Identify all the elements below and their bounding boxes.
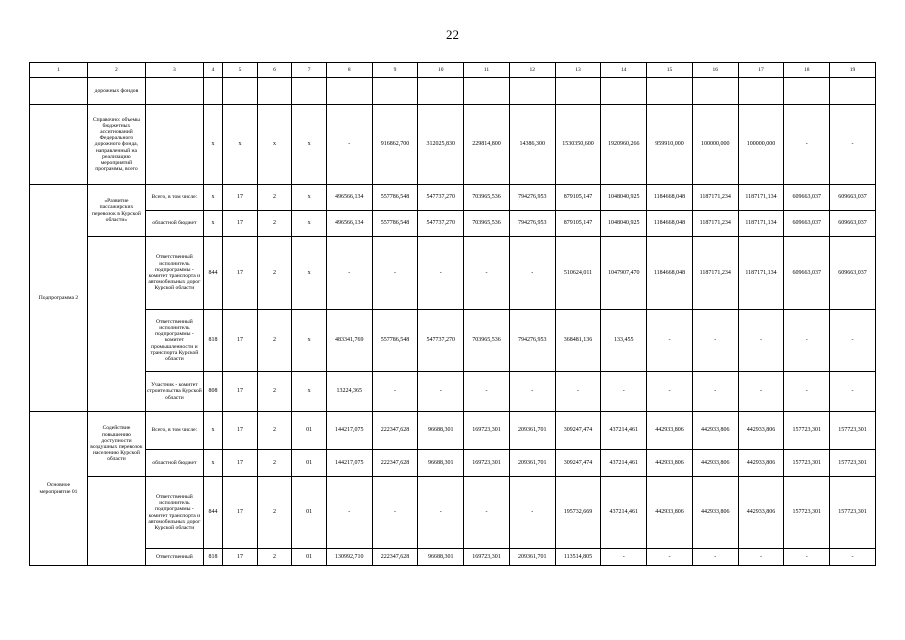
row-label: Ответственный — [145, 549, 203, 566]
column-number: 5 — [223, 63, 258, 78]
column-number: 19 — [830, 63, 876, 78]
table-cell — [30, 78, 88, 105]
value-cell: 157723,301 — [784, 477, 830, 549]
value-cell: 442933,806 — [692, 450, 738, 477]
value-cell: 1187171,134 — [738, 211, 784, 237]
value-cell: 113514,805 — [555, 549, 601, 566]
value-cell: - — [372, 372, 418, 412]
value-cell: - — [418, 372, 464, 412]
value-cell: - — [509, 372, 555, 412]
table-cell — [692, 78, 738, 105]
value-cell: 100000,000 — [692, 105, 738, 185]
value-cell: 222347,628 — [372, 412, 418, 450]
value-cell: x — [203, 211, 222, 237]
value-cell: 14386,300 — [509, 105, 555, 185]
value-cell: 309247,474 — [555, 450, 601, 477]
value-cell: 879105,147 — [555, 185, 601, 211]
column-number: 15 — [647, 63, 693, 78]
value-cell: 609663,037 — [830, 211, 876, 237]
row-label: Подпрограмма 2 — [30, 185, 88, 412]
value-cell: 17 — [223, 477, 258, 549]
budget-table — [29, 62, 876, 566]
table-cell — [223, 78, 258, 105]
column-number: 17 — [738, 63, 784, 78]
table-cell — [601, 78, 647, 105]
column-number: 8 — [326, 63, 372, 78]
row-label: Участник - комитет строительства Курской области — [145, 372, 203, 412]
value-cell: 808 — [203, 372, 222, 412]
value-cell: 557786,548 — [372, 211, 418, 237]
table-cell — [145, 78, 203, 105]
value-cell: 2 — [257, 310, 292, 372]
value-cell: 547737,270 — [418, 211, 464, 237]
table-cell — [326, 78, 372, 105]
value-cell: - — [418, 477, 464, 549]
value-cell: 309247,474 — [555, 412, 601, 450]
table-cell — [464, 78, 510, 105]
value-cell: 17 — [223, 237, 258, 310]
row-label: Ответственный исполнитель подпрограммы - комитет промышленности и транспорта Курской области — [145, 310, 203, 372]
value-cell: 2 — [257, 549, 292, 566]
table-row — [30, 549, 876, 566]
table-cell — [372, 78, 418, 105]
row-label: Справочно: объемы бюджетных ассигнований Федерального дорожного фонда, направленный на реализацию мероприятий программы, всего — [87, 105, 145, 185]
value-cell: 959910,000 — [647, 105, 693, 185]
value-cell: 01 — [292, 477, 327, 549]
value-cell: 557786,548 — [372, 185, 418, 211]
table-cell — [203, 78, 222, 105]
value-cell: 1187171,234 — [692, 237, 738, 310]
value-cell: 312025,830 — [418, 105, 464, 185]
value-cell: 17 — [223, 450, 258, 477]
value-cell: 209361,701 — [509, 412, 555, 450]
value-cell: - — [418, 237, 464, 310]
value-cell: 2 — [257, 450, 292, 477]
value-cell: 557786,548 — [372, 310, 418, 372]
value-cell: - — [738, 549, 784, 566]
column-number: 16 — [692, 63, 738, 78]
table-cell — [647, 78, 693, 105]
row-label: областной бюджет — [145, 450, 203, 477]
column-number: 2 — [87, 63, 145, 78]
row-label: «Развитие пассажирских перевозок в Курской области» — [87, 185, 145, 237]
value-cell: - — [464, 372, 510, 412]
table-row — [30, 310, 876, 372]
value-cell: x — [223, 105, 258, 185]
value-cell: 1184668,048 — [647, 237, 693, 310]
table-cell — [738, 78, 784, 105]
page-number: 22 — [446, 27, 459, 42]
value-cell: 133,455 — [601, 310, 647, 372]
value-cell: 209361,701 — [509, 549, 555, 566]
row-label: дорожных фондов — [87, 78, 145, 105]
value-cell: - — [464, 237, 510, 310]
value-cell: 916862,700 — [372, 105, 418, 185]
table-cell — [784, 78, 830, 105]
value-cell: 2 — [257, 412, 292, 450]
value-cell: - — [784, 372, 830, 412]
value-cell: 1530350,600 — [555, 105, 601, 185]
value-cell: 818 — [203, 310, 222, 372]
value-cell: - — [326, 477, 372, 549]
value-cell: 1920960,266 — [601, 105, 647, 185]
column-number: 6 — [257, 63, 292, 78]
value-cell: - — [647, 372, 693, 412]
value-cell: x — [292, 105, 327, 185]
value-cell: - — [784, 549, 830, 566]
column-number: 18 — [784, 63, 830, 78]
column-number: 9 — [372, 63, 418, 78]
row-label: Ответственный исполнитель подпрограммы - комитет транспорта и автомобильных дорог Курской области — [145, 477, 203, 549]
value-cell: - — [601, 372, 647, 412]
table-cell — [145, 105, 203, 185]
value-cell: 130992,710 — [326, 549, 372, 566]
value-cell: 703965,536 — [464, 211, 510, 237]
value-cell: 157723,301 — [830, 477, 876, 549]
value-cell: 437214,461 — [601, 450, 647, 477]
value-cell: 169723,301 — [464, 549, 510, 566]
value-cell: 442933,806 — [692, 477, 738, 549]
value-cell: 2 — [257, 237, 292, 310]
value-cell: 794276,953 — [509, 310, 555, 372]
value-cell: 144217,075 — [326, 450, 372, 477]
value-cell: 368481,136 — [555, 310, 601, 372]
value-cell: - — [555, 372, 601, 412]
value-cell: - — [647, 310, 693, 372]
value-cell: - — [784, 105, 830, 185]
value-cell: 229814,800 — [464, 105, 510, 185]
column-number: 4 — [203, 63, 222, 78]
value-cell: x — [292, 310, 327, 372]
value-cell: 17 — [223, 412, 258, 450]
table-cell — [87, 477, 145, 566]
column-number: 1 — [30, 63, 88, 78]
value-cell: 1048040,925 — [601, 211, 647, 237]
value-cell: - — [830, 310, 876, 372]
column-number: 11 — [464, 63, 510, 78]
value-cell: - — [509, 477, 555, 549]
value-cell: - — [647, 549, 693, 566]
table-cell — [30, 105, 88, 185]
value-cell: 879105,147 — [555, 211, 601, 237]
value-cell: 2 — [257, 372, 292, 412]
value-cell: 2 — [257, 185, 292, 211]
row-label: Содействие повышению доступности воздушных перевозок населению Курской области — [87, 412, 145, 477]
value-cell: - — [601, 549, 647, 566]
value-cell: - — [464, 477, 510, 549]
row-label: областной бюджет — [145, 211, 203, 237]
value-cell: x — [203, 450, 222, 477]
value-cell: x — [257, 105, 292, 185]
value-cell: - — [372, 477, 418, 549]
value-cell: - — [692, 372, 738, 412]
value-cell: 96688,301 — [418, 549, 464, 566]
value-cell: - — [738, 372, 784, 412]
value-cell: x — [203, 185, 222, 211]
value-cell: 1184668,048 — [647, 185, 693, 211]
value-cell: 1187171,134 — [738, 237, 784, 310]
value-cell: - — [509, 237, 555, 310]
value-cell: 547737,270 — [418, 310, 464, 372]
value-cell: 609663,037 — [784, 185, 830, 211]
value-cell: 609663,037 — [784, 237, 830, 310]
value-cell: - — [326, 237, 372, 310]
value-cell: 442933,806 — [647, 477, 693, 549]
value-cell: 17 — [223, 310, 258, 372]
value-cell: 157723,301 — [830, 412, 876, 450]
column-number: 3 — [145, 63, 203, 78]
value-cell: 169723,301 — [464, 450, 510, 477]
value-cell: 195732,669 — [555, 477, 601, 549]
value-cell: 547737,270 — [418, 185, 464, 211]
value-cell: 17 — [223, 372, 258, 412]
column-number: 10 — [418, 63, 464, 78]
value-cell: - — [326, 105, 372, 185]
value-cell: 2 — [257, 211, 292, 237]
value-cell: 1048040,925 — [601, 185, 647, 211]
value-cell: 157723,301 — [830, 450, 876, 477]
value-cell: - — [738, 310, 784, 372]
value-cell: 13224,365 — [326, 372, 372, 412]
column-number: 14 — [601, 63, 647, 78]
table-row — [30, 78, 876, 105]
value-cell: 609663,037 — [830, 185, 876, 211]
value-cell: - — [784, 310, 830, 372]
value-cell: - — [372, 237, 418, 310]
value-cell: 157723,301 — [784, 450, 830, 477]
column-number: 7 — [292, 63, 327, 78]
value-cell: 01 — [292, 450, 327, 477]
value-cell: 496566,134 — [326, 211, 372, 237]
row-label: Ответственный исполнитель подпрограммы - комитет транспорта и автомобильных дорог Курской области — [145, 237, 203, 310]
value-cell: 1184668,048 — [647, 211, 693, 237]
table-row — [30, 211, 876, 237]
value-cell: 169723,301 — [464, 412, 510, 450]
table-cell — [830, 78, 876, 105]
value-cell: x — [292, 372, 327, 412]
table-row — [30, 237, 876, 310]
value-cell: 844 — [203, 477, 222, 549]
value-cell: 222347,628 — [372, 549, 418, 566]
value-cell: 1187171,134 — [738, 185, 784, 211]
value-cell: 703965,536 — [464, 310, 510, 372]
value-cell: 442933,806 — [738, 412, 784, 450]
value-cell: 483341,769 — [326, 310, 372, 372]
value-cell: 437214,461 — [601, 412, 647, 450]
value-cell: 17 — [223, 549, 258, 566]
value-cell: - — [692, 310, 738, 372]
value-cell: x — [292, 185, 327, 211]
value-cell: 703965,536 — [464, 185, 510, 211]
column-number-row — [30, 63, 876, 78]
value-cell: 442933,806 — [738, 477, 784, 549]
value-cell: 2 — [257, 477, 292, 549]
row-label: Всего, в том числе: — [145, 412, 203, 450]
value-cell: x — [203, 412, 222, 450]
value-cell: 144217,075 — [326, 412, 372, 450]
table-cell — [257, 78, 292, 105]
table-row — [30, 372, 876, 412]
value-cell: 01 — [292, 412, 327, 450]
value-cell: 157723,301 — [784, 412, 830, 450]
value-cell: 437214,461 — [601, 477, 647, 549]
value-cell: 1047907,470 — [601, 237, 647, 310]
value-cell: 818 — [203, 549, 222, 566]
value-cell: - — [830, 549, 876, 566]
row-label: Основное мероприятие 01 — [30, 412, 88, 566]
value-cell: 17 — [223, 211, 258, 237]
value-cell: 17 — [223, 185, 258, 211]
value-cell: 01 — [292, 549, 327, 566]
column-number: 12 — [509, 63, 555, 78]
value-cell: 222347,628 — [372, 450, 418, 477]
table-row — [30, 412, 876, 450]
value-cell: 442933,806 — [647, 412, 693, 450]
value-cell: 609663,037 — [784, 211, 830, 237]
table-row — [30, 450, 876, 477]
table-cell — [292, 78, 327, 105]
value-cell: x — [292, 211, 327, 237]
value-cell: 442933,806 — [738, 450, 784, 477]
value-cell: 442933,806 — [692, 412, 738, 450]
value-cell: 1187171,234 — [692, 185, 738, 211]
column-number: 13 — [555, 63, 601, 78]
table-cell — [509, 78, 555, 105]
value-cell: 96688,301 — [418, 412, 464, 450]
table-row — [30, 477, 876, 549]
value-cell: 1187171,234 — [692, 211, 738, 237]
value-cell: 496566,134 — [326, 185, 372, 211]
value-cell: - — [830, 105, 876, 185]
value-cell: 510624,011 — [555, 237, 601, 310]
table-cell — [418, 78, 464, 105]
value-cell: - — [830, 372, 876, 412]
value-cell: 794276,953 — [509, 185, 555, 211]
value-cell: x — [203, 105, 222, 185]
table-cell — [555, 78, 601, 105]
value-cell: 209361,701 — [509, 450, 555, 477]
value-cell: 96688,301 — [418, 450, 464, 477]
value-cell: - — [692, 549, 738, 566]
value-cell: 442933,806 — [647, 450, 693, 477]
value-cell: 844 — [203, 237, 222, 310]
value-cell: 794276,953 — [509, 211, 555, 237]
value-cell: 100000,000 — [738, 105, 784, 185]
table-row — [30, 185, 876, 211]
value-cell: 609663,037 — [830, 237, 876, 310]
table-cell — [87, 237, 145, 412]
table-row — [30, 105, 876, 185]
value-cell: x — [292, 237, 327, 310]
row-label: Всего, в том числе: — [145, 185, 203, 211]
